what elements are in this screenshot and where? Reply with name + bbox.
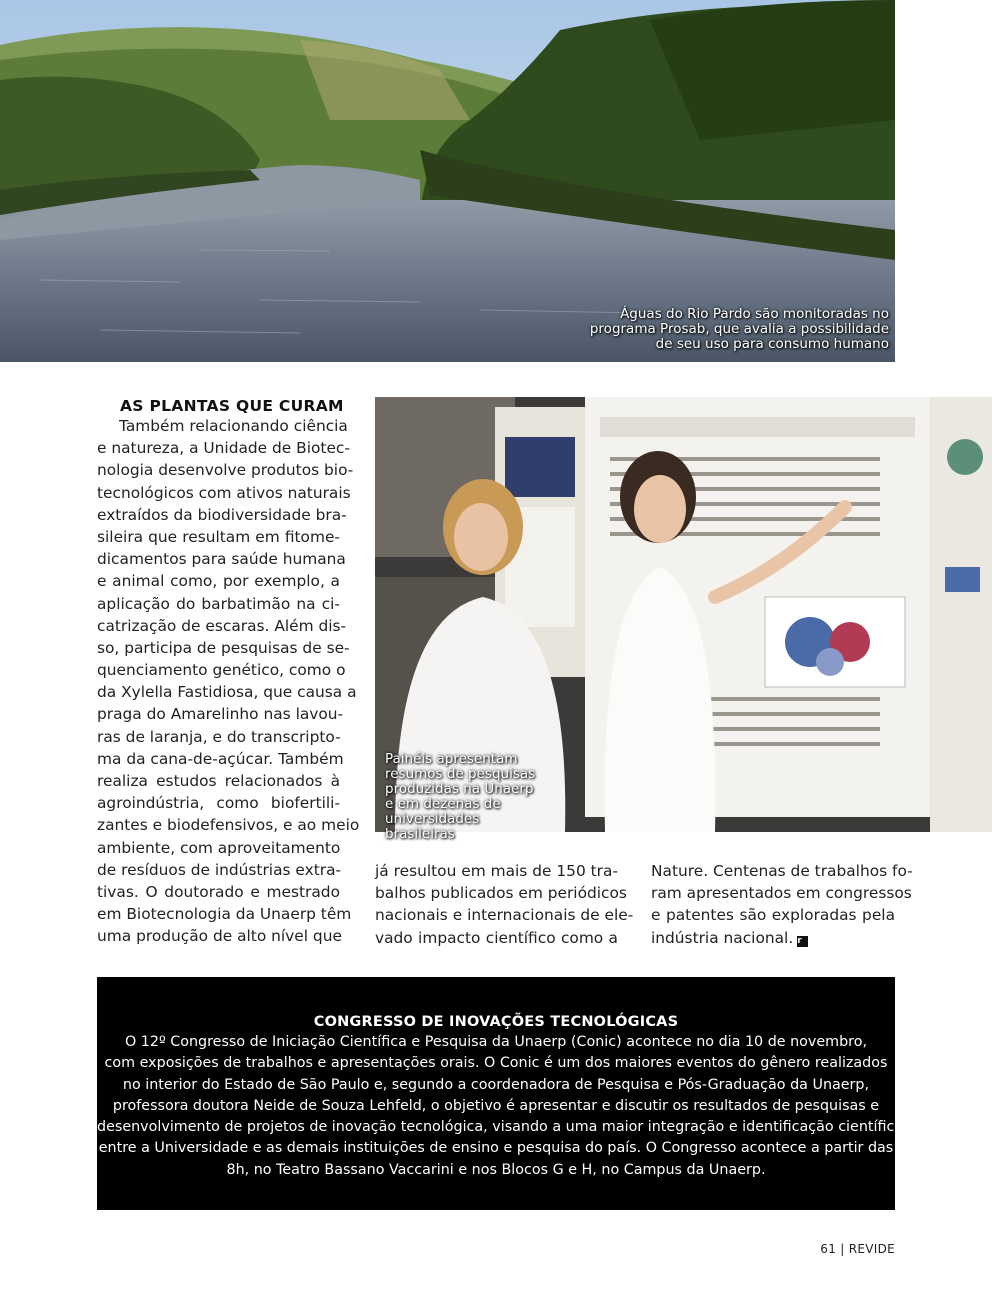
text-line: e natureza, a Unidade de Biotec- bbox=[97, 439, 350, 458]
caption-line: universidades brasileiras bbox=[385, 811, 480, 842]
text-line: uma produção de alto nível que bbox=[97, 927, 342, 946]
text-line: sileira que resultam em fitome- bbox=[97, 527, 340, 546]
text-line: e patentes são exploradas pela bbox=[651, 906, 895, 925]
text-line-last bbox=[651, 927, 895, 949]
text-line: ram apresentados em congressos bbox=[651, 884, 912, 903]
caption-line: resumos de pesquisas bbox=[385, 766, 536, 782]
text-line: de resíduos de indústrias extra- bbox=[97, 860, 342, 879]
poster-photo-caption bbox=[385, 752, 550, 842]
text-line: tivas. O doutorado e mestrado bbox=[97, 882, 340, 901]
section-heading: AS PLANTAS QUE CURAM bbox=[120, 397, 344, 415]
text-line: Nature. Centenas de trabalhos fo- bbox=[651, 862, 913, 880]
text-line: agroindústria, como biofertili- bbox=[97, 794, 340, 813]
text-line: já resultou em mais de 150 tra- bbox=[375, 862, 618, 880]
box-text-line: com exposições de trabalhos e apresentações orais. O Conic é um dos maiores eventos do gênero realizados bbox=[104, 1055, 888, 1072]
box-text-line: no interior do Estado de São Paulo e, segundo a coordenadora de Pesquisa e Pós-Graduação da Unaerp, bbox=[122, 1076, 870, 1093]
page-folio: 61 | REVIDE bbox=[820, 1242, 895, 1256]
caption-line: produzidas na Unaerp bbox=[385, 781, 534, 797]
text-line: e animal como, por exemplo, a bbox=[97, 572, 340, 591]
text-line: praga do Amarelinho nas lavou- bbox=[97, 705, 344, 724]
end-of-article-mark: r bbox=[797, 936, 808, 947]
text-line: zantes e biodefensivos, e ao meio bbox=[97, 816, 360, 835]
poster-session-photo bbox=[375, 397, 992, 842]
text-line: quenciamento genético, como o bbox=[97, 661, 346, 680]
caption-line: programa Prosab, que avalia a possibilidade bbox=[589, 321, 889, 337]
river-photo-caption bbox=[589, 307, 889, 352]
box-text-line: desenvolvimento de projetos de inovação tecnológica, visando a uma maior integração e identificação científica bbox=[97, 1119, 904, 1136]
article-column-1 bbox=[97, 415, 360, 948]
text-line: balhos publicados em periódicos bbox=[375, 884, 627, 903]
caption-line: e em dezenas de bbox=[385, 796, 501, 812]
caption-line: Águas do Rio Pardo são monitoradas no bbox=[620, 306, 889, 322]
text-line: dicamentos para saúde humana bbox=[97, 550, 346, 569]
congress-info-box bbox=[97, 977, 904, 1210]
box-text-line: entre a Universidade e as demais instituições de ensino e pesquisa do país. O Congresso acontece a partir das bbox=[98, 1140, 894, 1157]
text-line: ras de laranja, e do transcripto- bbox=[97, 727, 341, 746]
box-title: CONGRESSO DE INOVAÇÕES TECNOLÓGICAS bbox=[313, 1014, 679, 1030]
box-text-line: O 12º Congresso de Iniciação Científica e Pesquisa da Unaerp (Conic) acontece no dia 10 de novembro, bbox=[124, 1034, 868, 1050]
text-line: aplicação do barbatimão na ci- bbox=[97, 594, 340, 613]
text-line: ma da cana-de-açúcar. Também bbox=[97, 749, 344, 768]
caption-line: Painéis apresentam bbox=[385, 751, 518, 767]
text-line: catrização de escaras. Além dis- bbox=[97, 616, 347, 635]
text-line: nacionais e internacionais de ele- bbox=[375, 906, 634, 925]
text-line: extraídos da biodiversidade bra- bbox=[97, 505, 347, 524]
text-line: em Biotecnologia da Unaerp têm bbox=[97, 905, 352, 924]
text-line: nologia desenvolve produtos bio- bbox=[97, 461, 354, 480]
text-line: realiza estudos relacionados à bbox=[97, 772, 340, 790]
text-line: so, participa de pesquisas de se- bbox=[97, 638, 350, 657]
article-column-2 bbox=[375, 860, 634, 949]
article-column-3 bbox=[651, 860, 913, 949]
box-text-line: 8h, no Teatro Bassano Vaccarini e nos Blocos G e H, no Campus da Unaerp. bbox=[226, 1161, 766, 1178]
text-line: vado impacto científico como a bbox=[375, 928, 618, 947]
caption-line: de seu uso para consumo humano bbox=[655, 336, 889, 352]
box-text-line: professora doutora Neide de Souza Lehfeld, o objetivo é apresentar e discutir os resultados de pesquisas e bbox=[112, 1097, 880, 1114]
text-line: indústria nacional. bbox=[651, 928, 794, 947]
text-line: ambiente, com aproveitamento bbox=[97, 838, 341, 857]
text-line: da Xylella Fastidiosa, que causa a bbox=[97, 683, 357, 702]
text-line: tecnológicos com ativos naturais bbox=[97, 483, 351, 502]
text-line: Também relacionando ciência bbox=[119, 417, 348, 435]
river-photo bbox=[0, 0, 895, 362]
